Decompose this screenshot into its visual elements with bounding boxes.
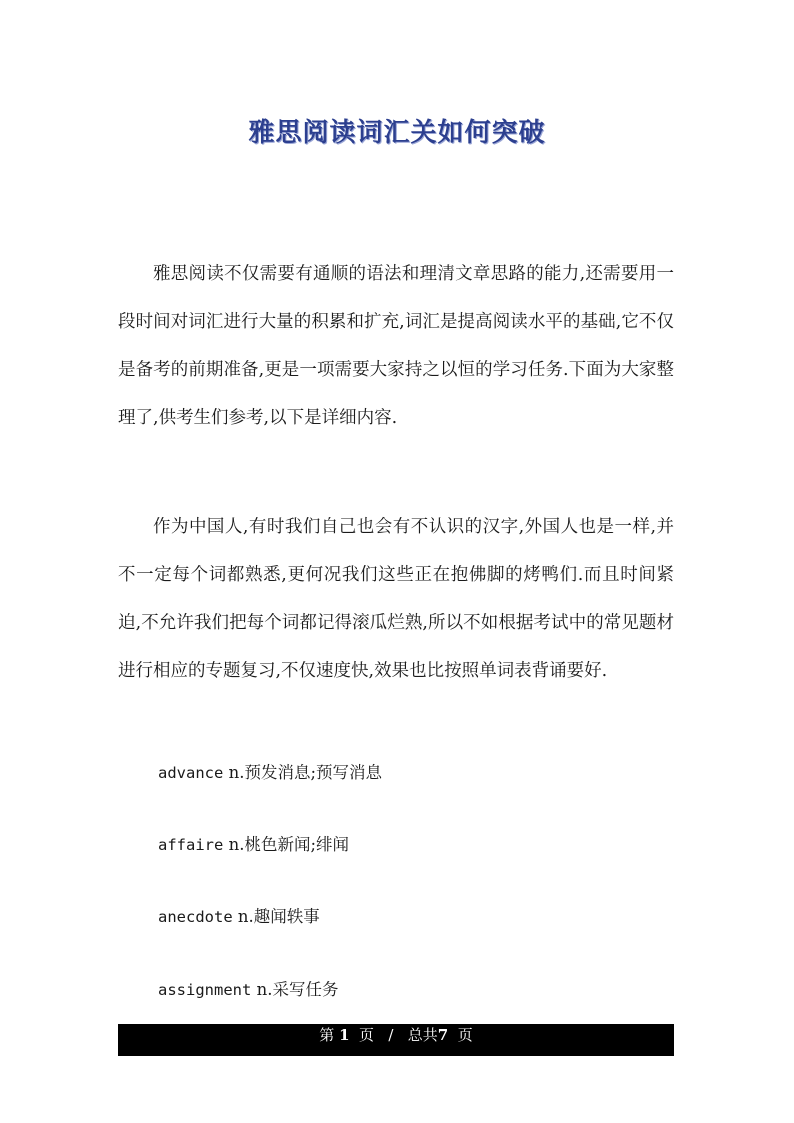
- vocab-entry: [158, 978, 338, 1002]
- vocab-word: advance: [158, 764, 224, 782]
- paragraph-body: 作为中国人,有时我们自己也会有不认识的汉字,外国人也是一样,并不一定每个词都熟悉,更何况我们这些正在抱佛脚的烤鸭们.而且时间紧迫,不允许我们把每个词都记得滚瓜烂熟,所以不如根据考试中的常见题材进行相应的专题复习,不仅速度快,效果也比按照单词表背诵要好.: [118, 517, 674, 681]
- current-page-number: 1: [339, 1026, 350, 1044]
- paragraph-intro: 雅思阅读不仅需要有通顺的语法和理清文章思路的能力,还需要用一段时间对词汇进行大量的积累和扩充,词汇是提高阅读水平的基础,它不仅是备考的前期准备,更是一项需要大家持之以恒的学习任务.下面为大家整理了,供考生们参考,以下是详细内容.: [118, 264, 674, 428]
- footer-suffix: 页: [448, 1026, 473, 1044]
- vocab-word: assignment: [158, 981, 252, 999]
- document-title: 雅思阅读词汇关如何突破: [248, 118, 546, 148]
- footer-prefix: 第: [319, 1026, 340, 1044]
- footer-middle: 页 / 总共: [349, 1026, 438, 1044]
- vocab-definition: n.采写任务: [251, 980, 339, 999]
- page-footer: [118, 1024, 674, 1056]
- total-pages-number: 7: [437, 1026, 449, 1044]
- vocab-definition: n.桃色新闻;绯闻: [223, 835, 350, 854]
- vocab-entry: [158, 833, 349, 857]
- vocab-definition: n.趣闻轶事: [232, 907, 320, 926]
- vocab-entry: [158, 905, 320, 929]
- vocab-entry: [158, 761, 382, 785]
- vocab-word: anecdote: [158, 908, 233, 926]
- vocab-word: affaire: [158, 836, 224, 854]
- vocab-definition: n.预发消息;预写消息: [223, 763, 383, 782]
